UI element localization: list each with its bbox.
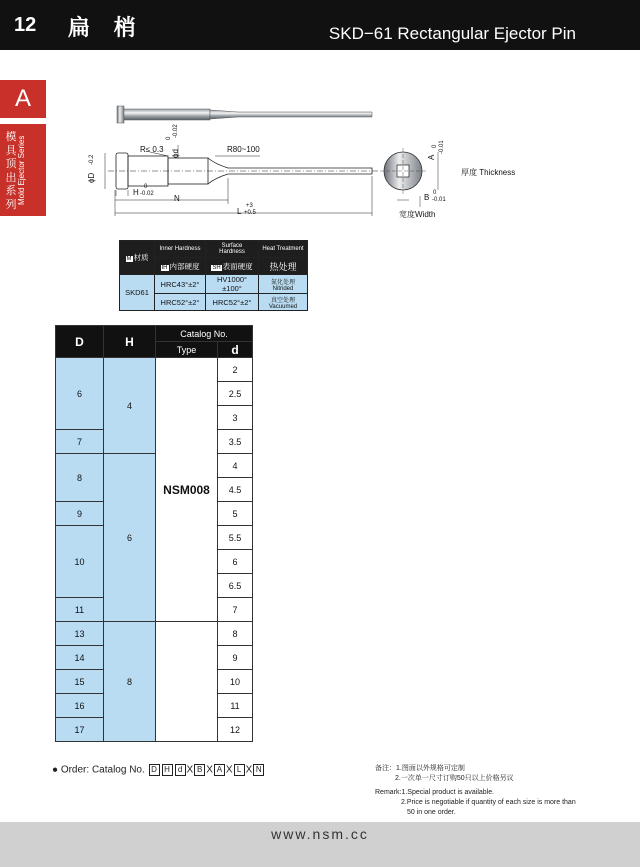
table-cell-d: 2 bbox=[218, 358, 253, 382]
series-label-cn: 模具顶出系列 bbox=[5, 130, 17, 211]
table-cell-D: 9 bbox=[56, 502, 104, 526]
table-cell-H: 6 bbox=[104, 454, 156, 622]
A-tol: -0.01 bbox=[439, 140, 445, 154]
table-cell-d: 4 bbox=[218, 454, 253, 478]
table-cell-d: 12 bbox=[218, 718, 253, 742]
A-label: A bbox=[427, 154, 436, 160]
order-label: Order: Catalog No. bbox=[60, 764, 145, 776]
d-tol-top: 0 bbox=[166, 136, 172, 140]
table-cell-d: 3.5 bbox=[218, 430, 253, 454]
order-box-H: H bbox=[162, 764, 173, 776]
inner-hardness-cn: IH 内部硬度 bbox=[155, 258, 206, 275]
pin-body-top bbox=[124, 109, 210, 120]
N-label: N bbox=[174, 194, 180, 203]
order-box-N: N bbox=[253, 764, 264, 776]
material-table bbox=[119, 240, 308, 311]
table-cell-D: 16 bbox=[56, 694, 104, 718]
B-tol-top: 0 bbox=[433, 190, 437, 196]
steel-grade: SKD61 bbox=[120, 275, 155, 311]
type-cell: NSM008 bbox=[156, 358, 218, 622]
order-sep: X bbox=[245, 764, 253, 776]
remarks bbox=[375, 764, 576, 818]
series-label-en: Mold Ejector Series bbox=[17, 135, 26, 205]
table-cell-d: 9 bbox=[218, 646, 253, 670]
table-cell-d: 4.5 bbox=[218, 478, 253, 502]
H-label: H bbox=[133, 188, 139, 197]
order-box-A: A bbox=[214, 764, 225, 776]
order-box-d: d bbox=[175, 764, 186, 776]
L-label: L bbox=[237, 207, 242, 216]
side-view bbox=[105, 145, 380, 216]
table-cell-d: 6.5 bbox=[218, 574, 253, 598]
order-box-B: B bbox=[194, 764, 205, 776]
surface-hardness-2: HRC52°±2° bbox=[206, 294, 259, 311]
table-cell-d: 2.5 bbox=[218, 382, 253, 406]
table-cell-d: 7 bbox=[218, 598, 253, 622]
col-catalog: Catalog No. bbox=[156, 326, 253, 342]
table-cell-D: 15 bbox=[56, 670, 104, 694]
pin-head-top bbox=[117, 106, 124, 123]
table-cell-D: 13 bbox=[56, 622, 104, 646]
surface-hardness-en: Surface Hardness bbox=[206, 241, 259, 258]
D-tol: -0.2 bbox=[89, 154, 95, 165]
H-tol: -0.02 bbox=[140, 191, 154, 197]
type-cell-empty bbox=[156, 622, 218, 742]
table-cell-d: 5.5 bbox=[218, 526, 253, 550]
remark-en-1: 1.Special product is available. bbox=[401, 789, 495, 796]
m-badge: M bbox=[126, 256, 132, 262]
table-cell-d: 11 bbox=[218, 694, 253, 718]
surface-hardness-cn: SH 表面硬度 bbox=[206, 258, 259, 275]
width-label: 宽度Width bbox=[399, 210, 436, 219]
d-label: ϕd bbox=[171, 149, 180, 158]
inner-hardness-2: HRC52°±2° bbox=[155, 294, 206, 311]
inner-hardness-1: HRC43°±2° bbox=[155, 275, 206, 294]
treatment-2: 真空处理 Vacuumed bbox=[259, 294, 308, 311]
col-d: d bbox=[218, 342, 253, 358]
table-cell-D: 14 bbox=[56, 646, 104, 670]
inner-hardness-en: Inner Hardness bbox=[155, 241, 206, 258]
surface-hardness-1: HV1000°±100° bbox=[206, 275, 259, 294]
table-cell-D: 11 bbox=[56, 598, 104, 622]
remark-cn-title: 备注： bbox=[375, 765, 396, 772]
corner-radius-label: R≤ 0.3 bbox=[140, 145, 164, 154]
thickness-label: 厚度 Thickness bbox=[461, 168, 516, 177]
order-line bbox=[52, 764, 265, 776]
title-cn: 扁 梢 bbox=[68, 16, 144, 41]
H-tol-top: 0 bbox=[144, 184, 148, 190]
catalog-table bbox=[55, 325, 253, 742]
table-cell-D: 6 bbox=[56, 358, 104, 430]
col-H: H bbox=[104, 326, 156, 358]
table-cell-d: 8 bbox=[218, 622, 253, 646]
footer-url[interactable]: www.nsm.cc bbox=[271, 826, 369, 842]
pin-drawing bbox=[0, 0, 640, 235]
r80-label: R80~100 bbox=[227, 145, 260, 154]
table-cell-H: 4 bbox=[104, 358, 156, 454]
table-cell-H: 8 bbox=[104, 622, 156, 742]
d-tol: -0.02 bbox=[173, 124, 179, 138]
section-tab[interactable]: A bbox=[0, 80, 46, 118]
table-cell-D: 10 bbox=[56, 526, 104, 598]
table-cell-d: 3 bbox=[218, 406, 253, 430]
pin-blade-top bbox=[210, 110, 372, 119]
order-box-D: D bbox=[149, 764, 160, 776]
bullet-icon: ● bbox=[52, 764, 59, 776]
col-D: D bbox=[56, 326, 104, 358]
remark-cn-1: 1.图面以外规格可定制 bbox=[396, 765, 465, 772]
remark-en-3: 50 in one order. bbox=[407, 809, 456, 816]
order-box-L: L bbox=[234, 764, 245, 776]
remark-en-title: Remark: bbox=[375, 789, 402, 796]
L-tol: +0.5 bbox=[244, 210, 256, 216]
table-cell-d: 6 bbox=[218, 550, 253, 574]
B-tol: -0.01 bbox=[432, 197, 446, 203]
D-label: ϕD bbox=[87, 172, 96, 183]
heat-treatment-cn: 热处理 bbox=[259, 258, 308, 275]
L-tol-top: +3 bbox=[246, 203, 253, 209]
order-sep: X bbox=[186, 764, 194, 776]
col-type: Type bbox=[156, 342, 218, 358]
treatment-1: 氮化处理 Nitrided bbox=[259, 275, 308, 294]
heat-treatment-en: Heat Treatment bbox=[259, 241, 308, 258]
title-en: SKD−61 Rectangular Ejector Pin bbox=[328, 24, 576, 43]
table-cell-D: 17 bbox=[56, 718, 104, 742]
table-cell-D: 7 bbox=[56, 430, 104, 454]
order-sep: X bbox=[206, 764, 213, 776]
page-number: 12 bbox=[14, 14, 37, 36]
A-tol-top: 0 bbox=[432, 144, 438, 148]
table-cell-D: 8 bbox=[56, 454, 104, 502]
B-label: B bbox=[424, 193, 430, 202]
remark-cn-2: 2.一次单一尺寸订购50只以上价格另议 bbox=[395, 775, 514, 782]
remark-en-2: 2.Price is negotiable if quantity of each size is more than bbox=[401, 799, 576, 806]
table-cell-d: 10 bbox=[218, 670, 253, 694]
order-sep: X bbox=[225, 764, 233, 776]
material-header: M 材质 bbox=[120, 241, 155, 275]
table-cell-d: 5 bbox=[218, 502, 253, 526]
